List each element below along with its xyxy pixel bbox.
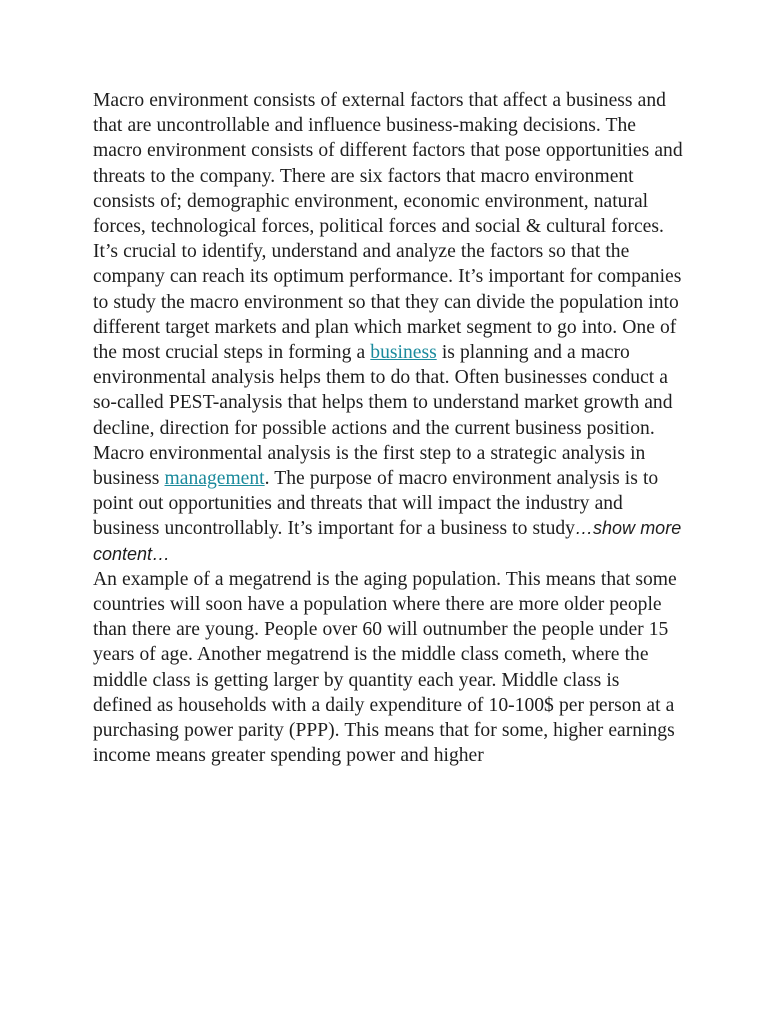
paragraph-macro-environment: [93, 88, 683, 567]
paragraph-text-end: . The purpose of macro environment analysis is to point out opportunities and threats that will impact the industry and business uncontrollably. It’s important for a business to study: [93, 468, 659, 540]
paragraph-text-intro: Macro environment consists of external factors that affect a business and that are uncontrollable and influence business-making decisions. The macro environment consists of different factors that pose opportunities and threats to the company. There are six factors that macro environment consists of; demographic environment, economic environment, natural forces, technological forces, political forces and social & cultural forces. It’s crucial to identify, understand and analyze the factors so that the company can reach its optimum performance. It’s important for companies to study the macro environment so that they can divide the population into different target markets and plan which market segment to go into. One of the most crucial steps in forming a: [93, 90, 683, 364]
paragraph-megatrend: An example of a megatrend is the aging population. This means that some countries will soon have a population where there are more older people than there are young. People over 60 will outnumber the people under 15 years of age. Another megatrend is the middle class cometh, where the middle class is getting larger by quantity each year. Middle class is defined as households with a daily expenditure of 10-100$ per person at a purchasing power parity (PPP). This means that for some, higher earnings income means greater spending power and higher: [93, 568, 677, 767]
paragraph-text-middle: is planning and a macro environmental analysis helps them to do that. Often businesses conduct a so-called PEST-analysis that helps them to understand market growth and decline, direction for possible actions and the current business position. Macro environmental analysis is the first step to a strategic analysis in business: [93, 342, 673, 490]
show-more-content-button[interactable]: …show more content…: [93, 518, 682, 564]
business-link[interactable]: business: [370, 342, 437, 364]
document-body: [93, 88, 683, 768]
management-link[interactable]: management: [164, 468, 265, 490]
